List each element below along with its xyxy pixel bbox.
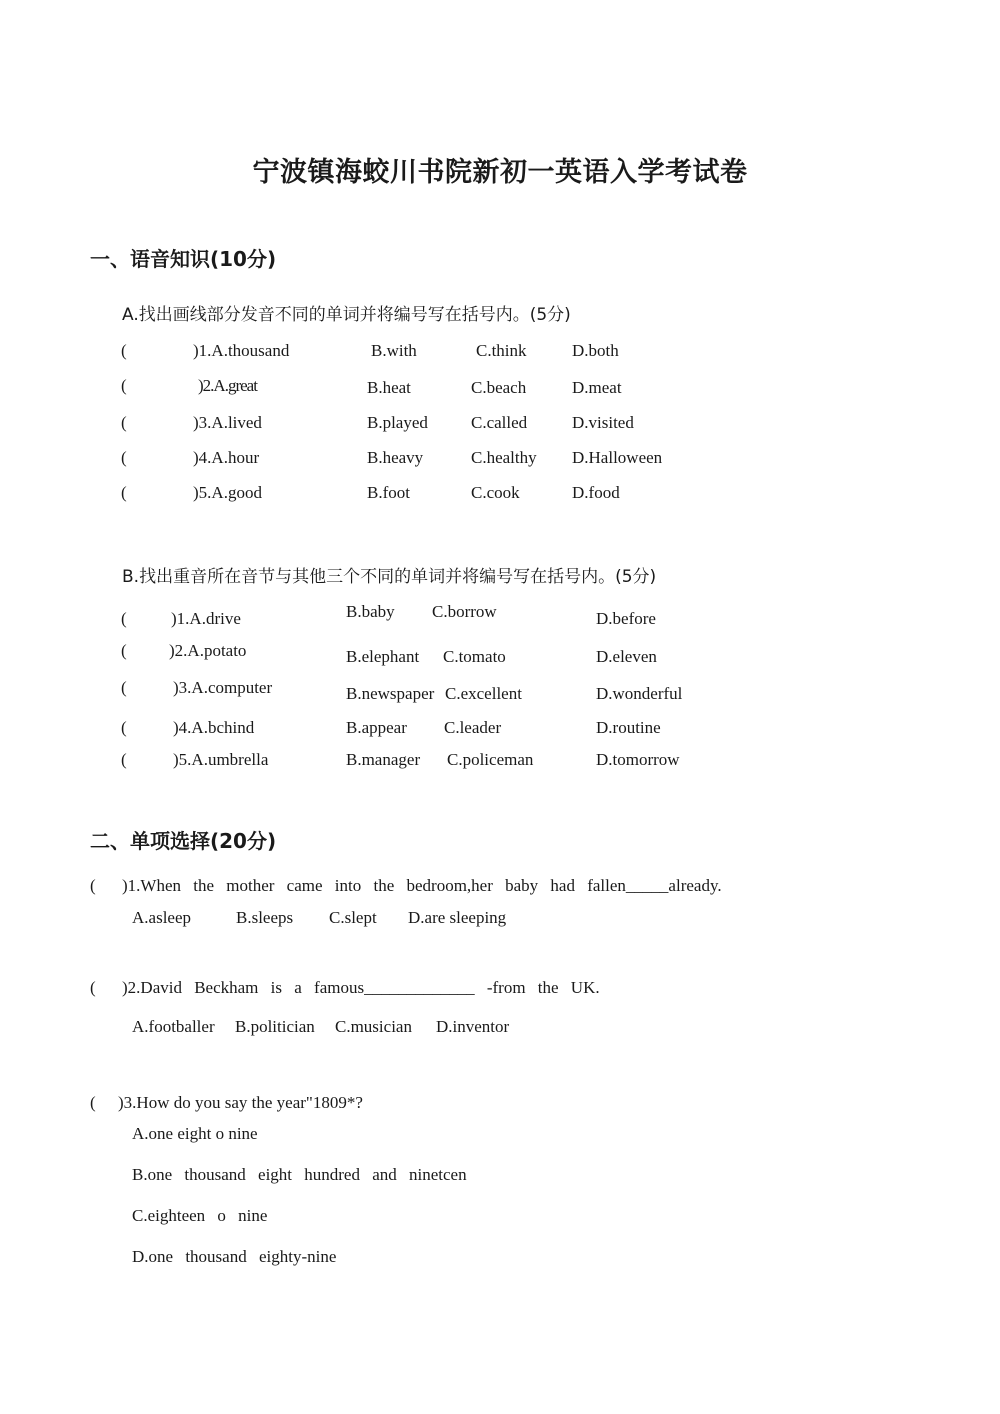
answer-paren[interactable]: (: [90, 978, 96, 997]
option-d: D.before: [596, 609, 656, 628]
option-c: C.think: [476, 341, 527, 360]
option-b: B.manager: [346, 750, 421, 769]
option-d: D.one thousand eighty-nine: [132, 1247, 337, 1266]
option-d: D.routine: [596, 718, 661, 737]
page-title: 宁波镇海蛟川书院新初一英语入学考试卷: [252, 157, 748, 188]
option-b: B.sleeps: [236, 908, 294, 927]
option-c: C.musician: [335, 1017, 412, 1036]
option-a: )3.A.computer: [173, 678, 273, 697]
option-c: C.healthy: [471, 448, 537, 467]
answer-paren[interactable]: (: [90, 1093, 96, 1112]
option-a: )5.A.good: [193, 483, 262, 502]
question-stem: )1.When the mother came into the bedroom,her baby had fallen_____already.: [122, 876, 722, 895]
option-b: B.heat: [367, 378, 411, 397]
option-a: )1.A.thousand: [193, 341, 290, 360]
answer-paren[interactable]: (: [121, 483, 127, 502]
option-c: C.leader: [444, 718, 502, 737]
option-b: B.newspaper: [346, 684, 435, 703]
option-a: )5.A.umbrella: [173, 750, 269, 769]
option-b: B.heavy: [367, 448, 424, 467]
option-c: C.slept: [329, 908, 377, 927]
answer-paren[interactable]: (: [121, 718, 127, 737]
answer-paren[interactable]: (: [121, 750, 127, 769]
option-b: B.appear: [346, 718, 407, 737]
option-b: B.played: [367, 413, 428, 432]
option-c: C.called: [471, 413, 528, 432]
option-c: C.policeman: [447, 750, 534, 769]
option-d: D.visited: [572, 413, 634, 432]
option-d: D.eleven: [596, 647, 657, 666]
option-c: C.tomato: [443, 647, 506, 666]
answer-paren[interactable]: (: [90, 876, 96, 895]
option-c: C.borrow: [432, 602, 497, 621]
option-d: D.Halloween: [572, 448, 663, 467]
section1-heading: 一、语音知识(10分): [90, 247, 277, 271]
option-b: B.baby: [346, 602, 395, 621]
option-b: B.foot: [367, 483, 410, 502]
answer-paren[interactable]: (: [121, 609, 127, 628]
option-c: C.beach: [471, 378, 527, 397]
option-b: B.one thousand eight hundred and ninetcen: [132, 1165, 467, 1184]
answer-paren[interactable]: (: [121, 678, 127, 697]
answer-paren[interactable]: (: [121, 376, 127, 395]
option-c: C.cook: [471, 483, 520, 502]
option-d: D.food: [572, 483, 620, 502]
partB-instruction: B.找出重音所在音节与其他三个不同的单词并将编号写在括号内。(5分): [122, 567, 657, 587]
answer-paren[interactable]: (: [121, 641, 127, 660]
option-a: )4.A.hour: [193, 448, 260, 467]
section2-heading: 二、单项选择(20分): [90, 829, 277, 853]
answer-paren[interactable]: (: [121, 413, 127, 432]
option-d: D.inventor: [436, 1017, 510, 1036]
option-d: D.tomorrow: [596, 750, 680, 769]
option-a: )2.A.potato: [169, 641, 247, 660]
option-a: )1.A.drive: [171, 609, 241, 628]
option-c: C.excellent: [445, 684, 522, 703]
answer-paren[interactable]: (: [121, 341, 127, 360]
option-a: A.footballer: [132, 1017, 215, 1036]
option-a: )3.A.lived: [193, 413, 262, 432]
option-d: D.meat: [572, 378, 622, 397]
partA-instruction: A.找出画线部分发音不同的单词并将编号写在括号内。(5分): [122, 305, 571, 325]
option-c: C.eighteen o nine: [132, 1206, 268, 1225]
option-d: D.both: [572, 341, 619, 360]
option-b: B.elephant: [346, 647, 420, 666]
answer-paren[interactable]: (: [121, 448, 127, 467]
option-d: D.wonderful: [596, 684, 683, 703]
option-a: A.asleep: [132, 908, 192, 927]
option-a: A.one eight o nine: [132, 1124, 258, 1143]
question-stem: )3.How do you say the year"1809*?: [118, 1093, 363, 1112]
option-a: )2.A.great: [198, 376, 257, 395]
option-b: B.with: [371, 341, 417, 360]
question-stem: )2.David Beckham is a famous_____________ -from the UK.: [122, 978, 600, 997]
option-b: B.politician: [235, 1017, 315, 1036]
option-a: )4.A.bchind: [173, 718, 255, 737]
option-d: D.are sleeping: [408, 908, 507, 927]
